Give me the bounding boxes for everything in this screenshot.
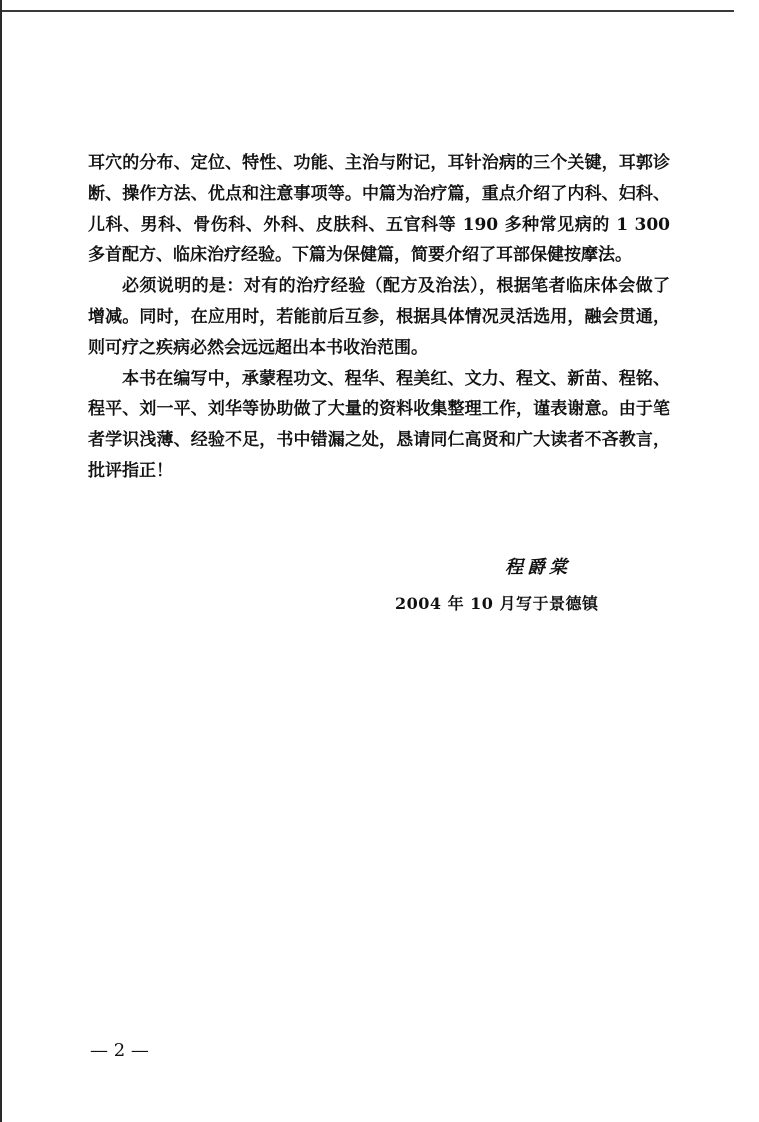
paragraph-2: 必须说明的是：对有的治疗经验（配方及治法），根据笔者临床体会做了增减。同时，在应用时，若能前后互参，根据具体情况灵活选用，融会贯通，则可疗之疾病必然会远远超出本书收治范围。	[88, 276, 670, 358]
page-number: — 2 —	[90, 1040, 149, 1061]
preface-body	[88, 148, 670, 487]
author-signature: 程爵棠	[505, 557, 571, 578]
header-rule	[2, 10, 734, 12]
paragraph-3: 本书在编写中，承蒙程功文、程华、程美红、文力、程文、新苗、程铭、程平、刘一平、刘华等协助做了大量的资料收集整理工作，谨表谢意。由于笔者学识浅薄、经验不足，书中错漏之处，恳请同仁高贤和广大读者不吝教言，批评指正！	[88, 368, 670, 481]
paragraph-1: 耳穴的分布、定位、特性、功能、主治与附记，耳针治病的三个关键，耳郭诊断、操作方法、优点和注意事项等。中篇为治疗篇，重点介绍了内科、妇科、儿科、男科、骨伤科、外科、皮肤科、五官科等 190 多种常见病的 1 300 多首配方、临床治疗经验。下篇为保健篇，简要介绍了耳部保健按摩法。	[88, 153, 670, 266]
date-line: 2004 年 10 月写于景德镇	[395, 594, 599, 613]
page-left-edge	[0, 0, 2, 1122]
